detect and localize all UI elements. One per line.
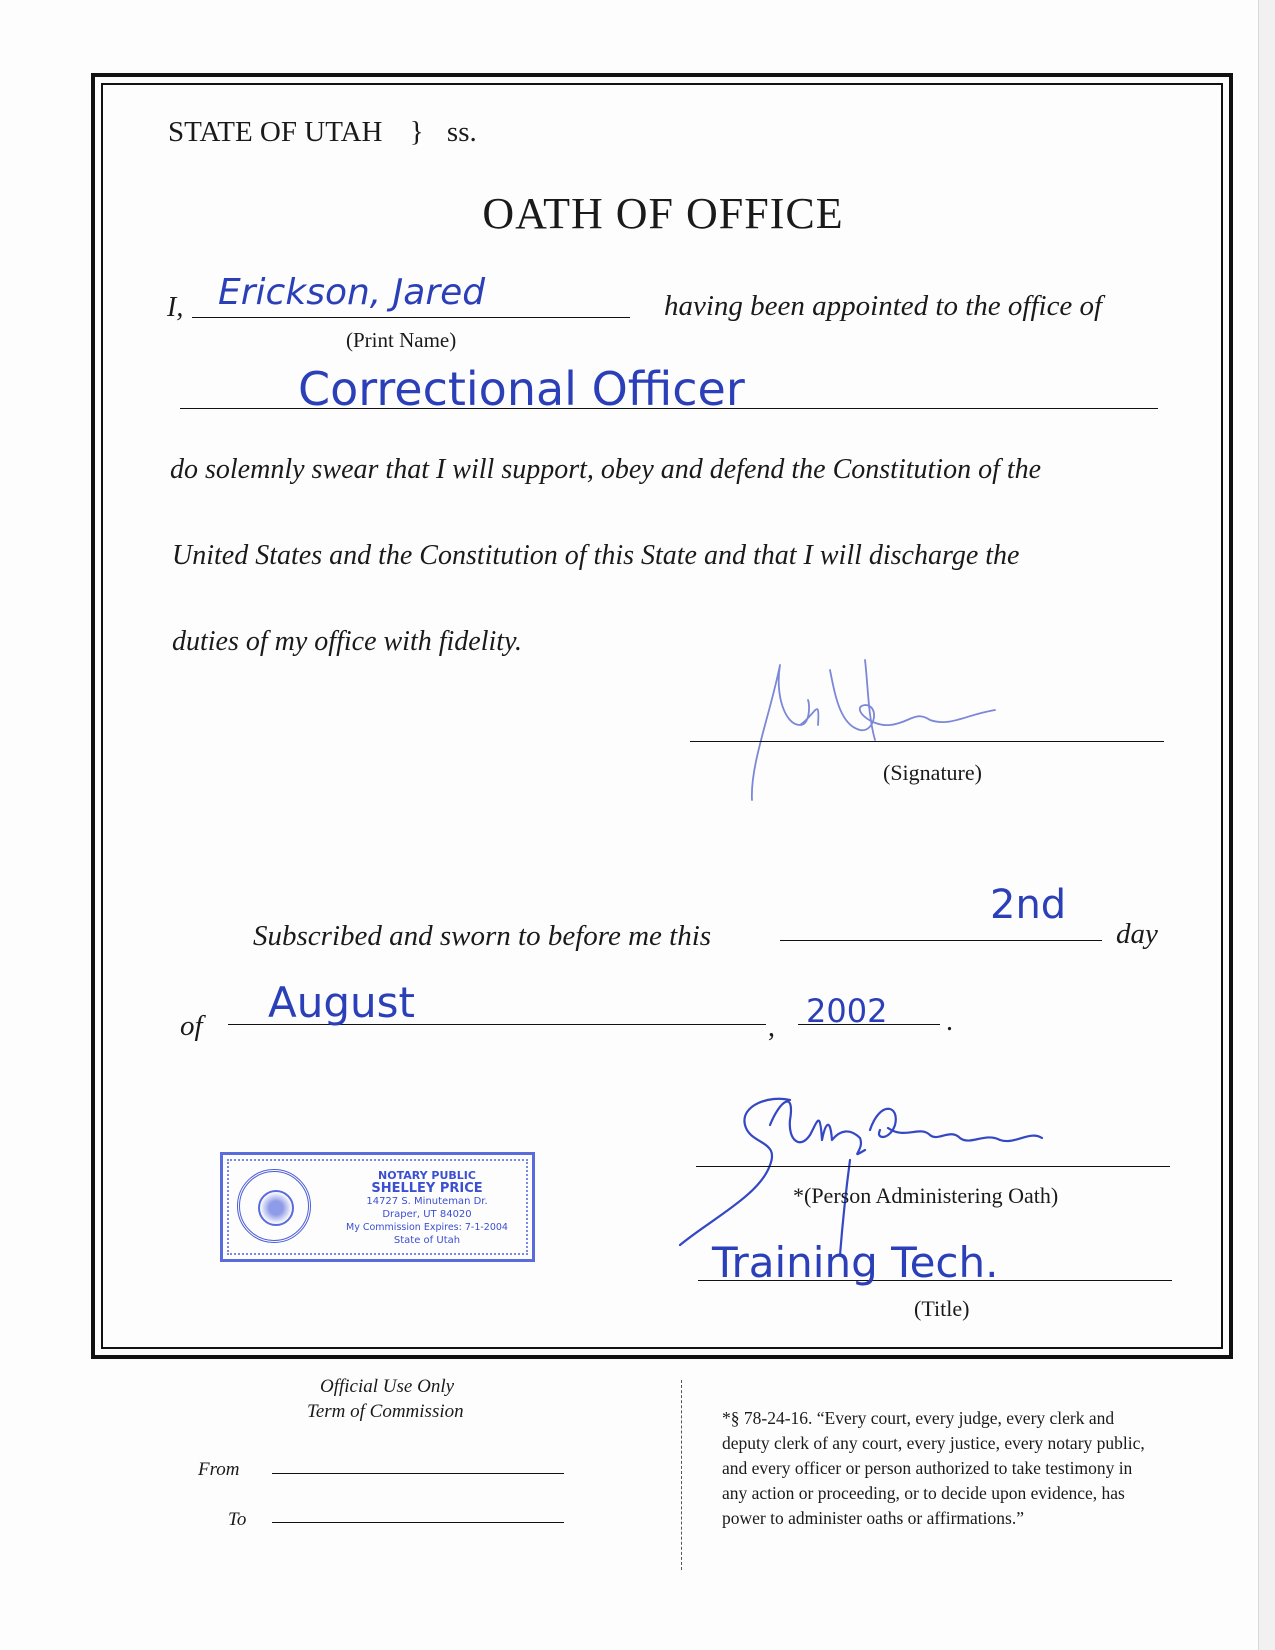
signature-line: [690, 741, 1164, 742]
year-value[interactable]: 2002: [806, 992, 888, 1030]
day-value[interactable]: 2nd: [990, 882, 1067, 928]
oath-body-line-1: do solemnly swear that I will support, obey and defend the Constitution of the: [170, 454, 1042, 485]
stamp-line-2: SHELLEY PRICE: [371, 1181, 483, 1196]
stamp-line-4: Draper, UT 84020: [382, 1209, 472, 1220]
notary-stamp: [220, 1152, 535, 1262]
footnote-line-3: and every officer or person authorized to take testimony in: [722, 1458, 1133, 1478]
state-heading: [168, 116, 477, 149]
document-title: OATH OF OFFICE: [482, 189, 844, 238]
to-line: [272, 1522, 564, 1523]
from-label: From: [198, 1459, 240, 1480]
term-of-commission-heading: Term of Commission: [307, 1401, 464, 1422]
day-word: day: [1116, 918, 1158, 950]
office-value[interactable]: Correctional Officer: [298, 362, 745, 416]
official-use-heading: Official Use Only: [320, 1376, 455, 1397]
section-divider: [681, 1380, 682, 1570]
to-label: To: [228, 1509, 247, 1530]
footnote-line-2: deputy clerk of any court, every justice, every notary public,: [722, 1433, 1145, 1453]
footnote-line-5: power to administer oaths or affirmations.”: [722, 1508, 1024, 1528]
state-seal-icon: [237, 1169, 311, 1243]
appointed-text: having been appointed to the office of: [664, 290, 1103, 322]
month-value[interactable]: August: [268, 978, 415, 1027]
signature-caption: (Signature): [883, 760, 982, 785]
title-caption: (Title): [914, 1296, 970, 1321]
day-line: [780, 940, 1102, 941]
administering-signature: [670, 1080, 1070, 1260]
stamp-line-5: My Commission Expires: 7-1-2004: [346, 1222, 508, 1233]
oath-body-line-3: duties of my office with fidelity.: [172, 626, 522, 657]
of-word: of: [180, 1010, 203, 1042]
footnote-line-4: any action or proceeding, or to decide upon evidence, has: [722, 1483, 1125, 1503]
stamp-line-3: 14727 S. Minuteman Dr.: [366, 1196, 488, 1207]
oath-body-line-2: United States and the Constitution of this State and that I will discharge the: [172, 540, 1020, 571]
i-prefix: I,: [167, 292, 184, 323]
from-line: [272, 1473, 564, 1474]
stamp-text: [327, 1169, 527, 1247]
footnote: [722, 1406, 1145, 1531]
title-value[interactable]: Training Tech.: [712, 1238, 999, 1287]
page-edge: [1258, 0, 1275, 1650]
ss-label: ss.: [446, 116, 477, 148]
state-name: STATE OF UTAH: [168, 116, 383, 148]
print-name-line: [192, 317, 630, 318]
stamp-line-1: NOTARY PUBLIC: [378, 1169, 476, 1182]
sworn-text: Subscribed and sworn to before me this: [253, 920, 712, 952]
month-comma: ,: [768, 1012, 775, 1043]
administering-caption: *(Person Administering Oath): [793, 1183, 1059, 1208]
year-period: .: [946, 1006, 953, 1037]
brace: }: [409, 116, 424, 148]
stamp-line-6: State of Utah: [393, 1235, 461, 1246]
footnote-line-1: *§ 78-24-16. “Every court, every judge, every clerk and: [722, 1408, 1115, 1428]
print-name-value[interactable]: Erickson, Jared: [218, 272, 486, 313]
print-name-caption: (Print Name): [346, 328, 457, 352]
administering-line: [696, 1166, 1170, 1167]
